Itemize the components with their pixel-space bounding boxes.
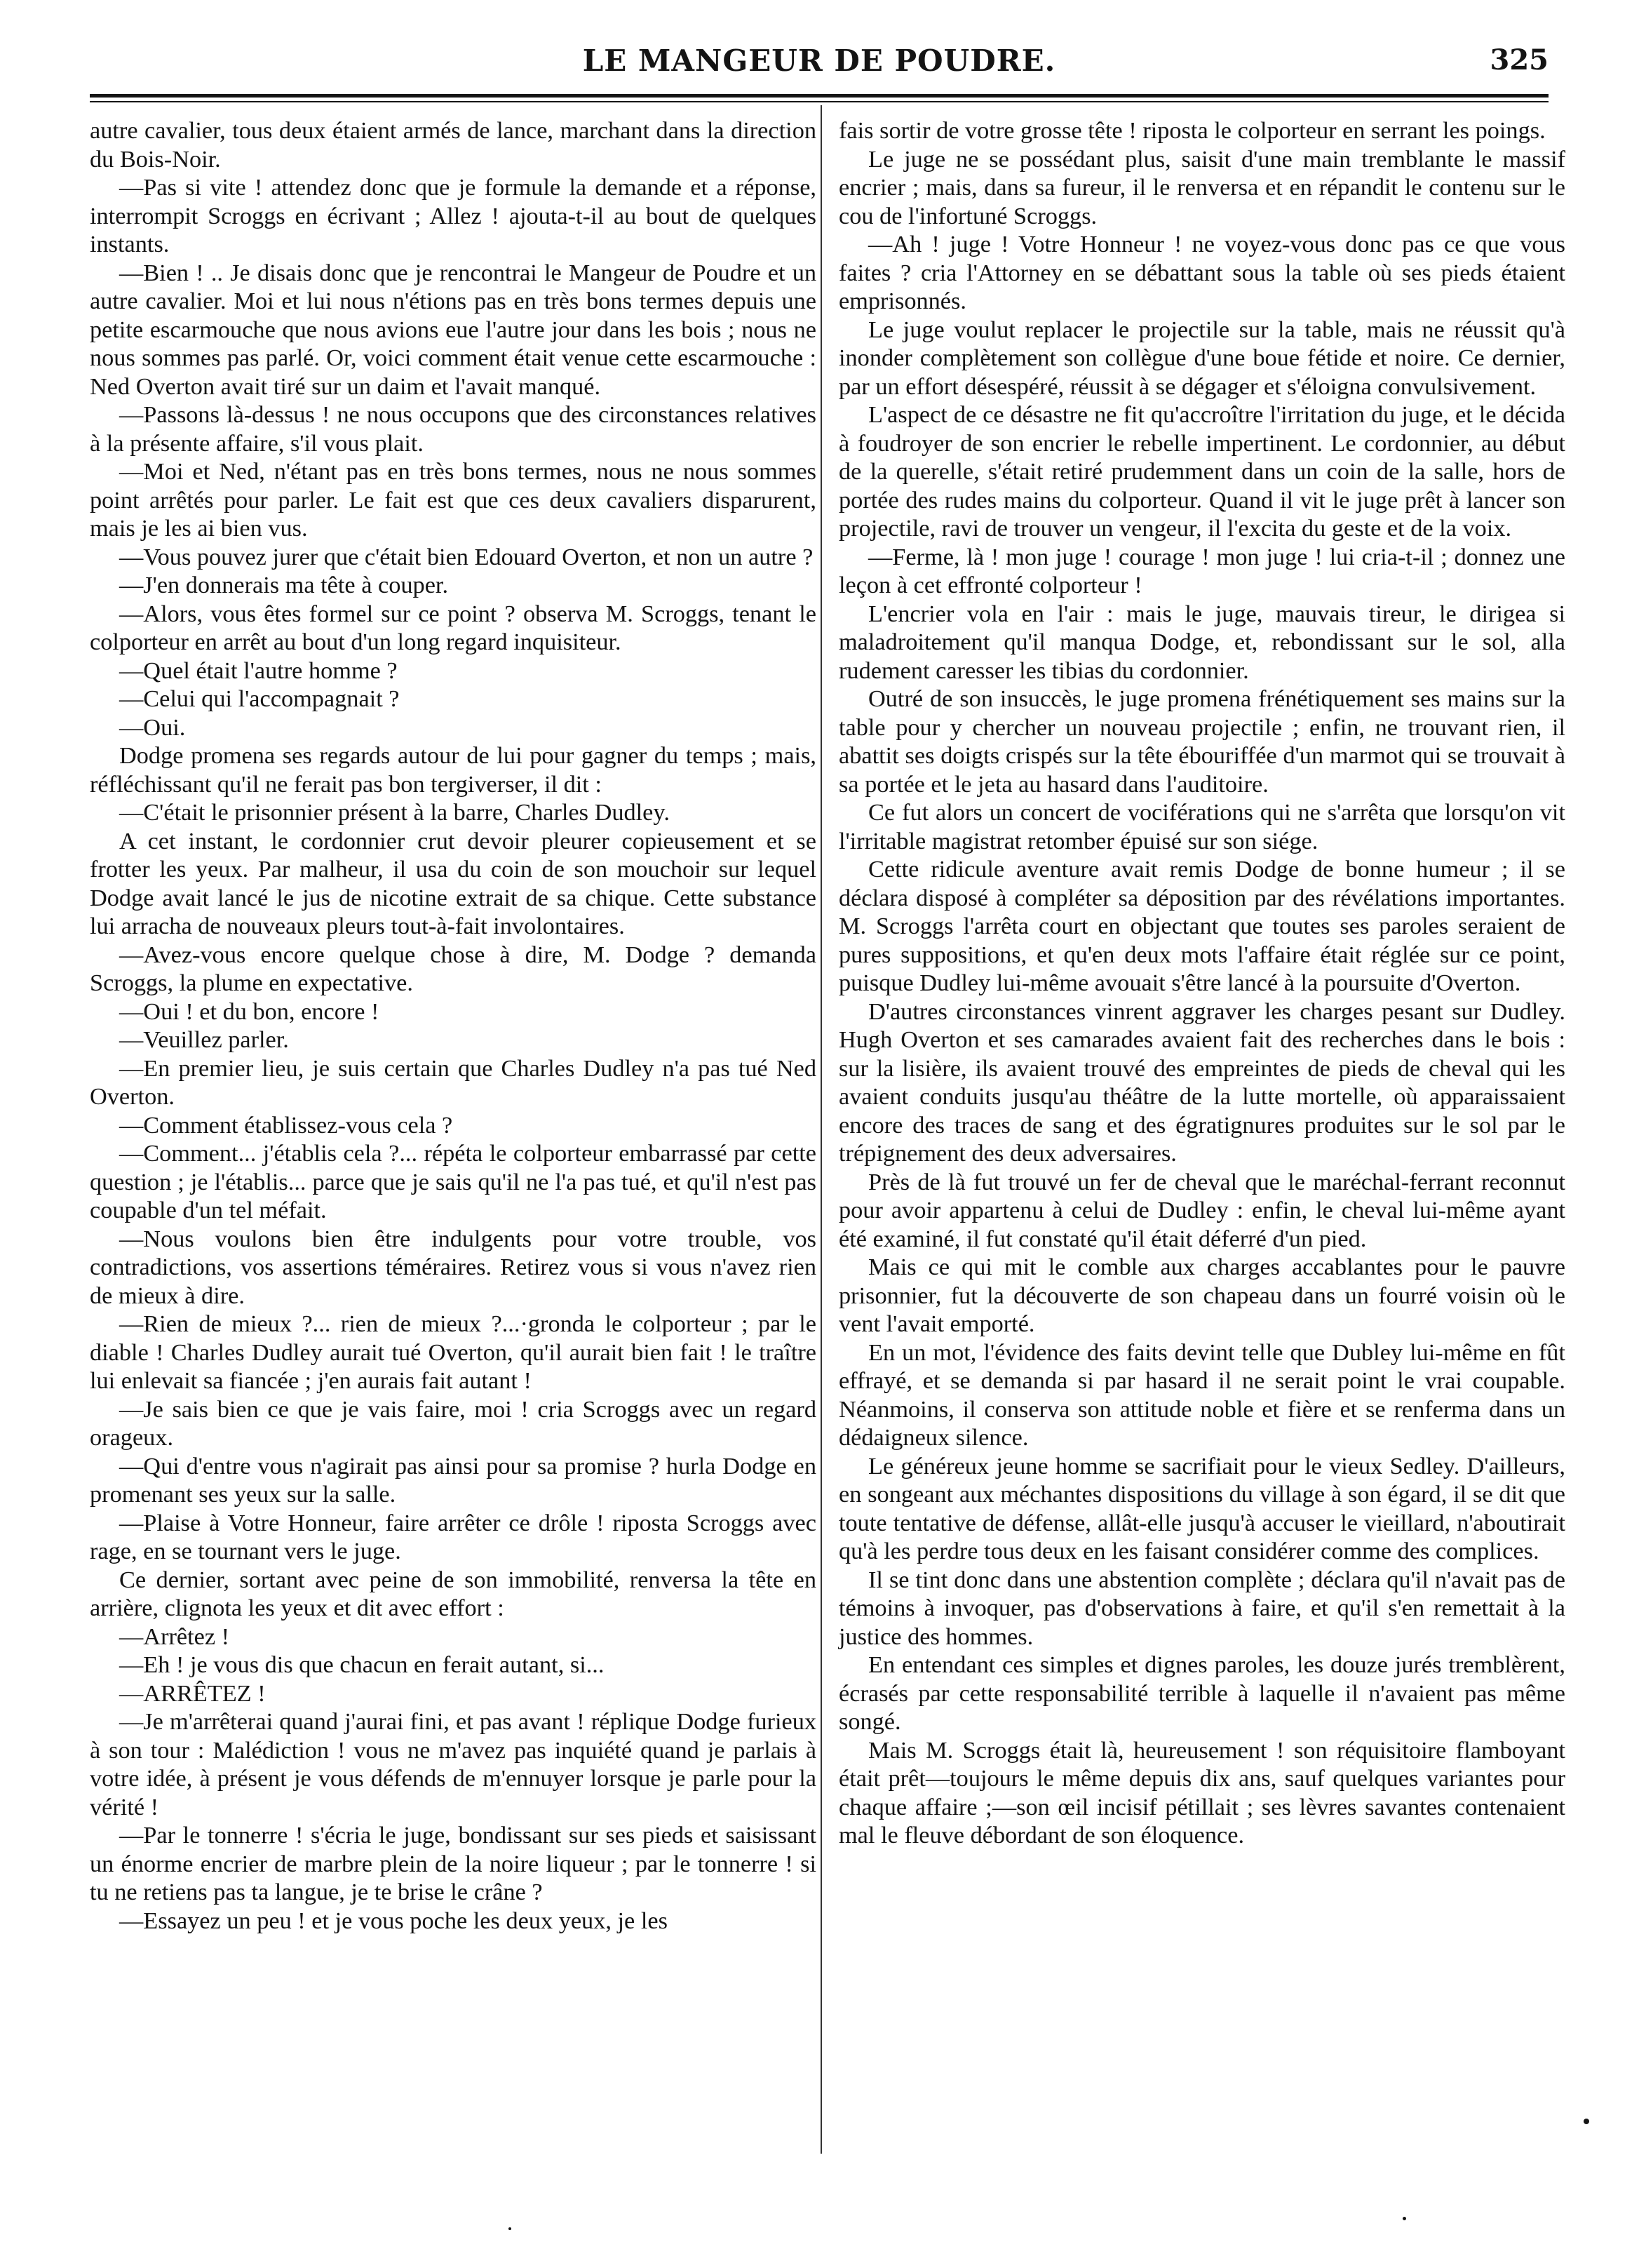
paragraph: En entendant ces simples et dignes paroles, les douze jurés tremblèrent, écrasés par cette responsabilité terrible à laquelle il n'avaient pas même songé. — [839, 1651, 1565, 1735]
paragraph: —Par le tonnerre ! s'écria le juge, bondissant sur ses pieds et saisissant un énorme encrier de marbre plein de la noire liqueur ; par le tonnerre ! si tu ne retiens pas ta langue, je te brise le crâne ? — [90, 1822, 816, 1905]
paragraph: —C'était le prisonnier présent à la barre, Charles Dudley. — [119, 799, 670, 826]
left-column — [90, 116, 816, 1935]
paragraph: Le généreux jeune homme se sacrifiait pour le vieux Sedley. D'ailleurs, en songeant aux méchantes dispositions du village à son égard, il se dit que toute tentative de défense, allât-elle jusqu'à accuser le vieillard, n'aboutirait qu'à les perdre tous deux en les faisant considérer comme des complices. — [839, 1452, 1565, 1564]
paragraph: —J'en donnerais ma tête à couper. — [119, 572, 449, 598]
paragraph: —Vous pouvez jurer que c'était bien Edouard Overton, et non un autre ? — [119, 543, 814, 570]
paragraph: Mais M. Scroggs était là, heureusement ! son réquisitoire flamboyant était prêt—toujours le même depuis dix ans, sauf quelques variantes pour chaque affaire ;—son œil incisif pétillait ; ses lèvres savantes contenaient mal le fleuve débordant de son éloquence. — [839, 1736, 1565, 1848]
paragraph: —Eh ! je vous dis que chacun en ferait autant, si... — [119, 1651, 605, 1678]
paragraph: —Moi et Ned, n'étant pas en très bons termes, nous ne nous sommes point arrêtés pour parler. Le fait est que ces deux cavaliers disparurent, mais je les ai bien vus. — [90, 458, 816, 542]
paragraph: —Bien ! .. Je disais donc que je rencontrai le Mangeur de Poudre et un autre cavalier. Moi et lui nous n'étions pas en très bons termes depuis une petite escarmouche que nous avions eue l'autre jour dans les bois ; nous ne nous sommes pas parlé. Or, voici comment était venue cette escarmouche : Ned Overton avait tiré sur un daim et l'avait manqué. — [90, 259, 816, 400]
header-rule-thick — [90, 94, 1549, 98]
paragraph: —Plaise à Votre Honneur, faire arrêter ce drôle ! riposta Scroggs avec rage, en se tournant vers le juge. — [90, 1509, 816, 1564]
paragraph: Le juge voulut replacer le projectile sur la table, mais ne réussit qu'à inonder complètement son collègue d'une boue fétide et noire. Ce dernier, par un effort désespéré, réussit à se dégager et s'éloigna convulsivement. — [839, 316, 1565, 400]
column-divider — [821, 105, 822, 2154]
paragraph: —Rien de mieux ?... rien de mieux ?...·gronda le colporteur ; par le diable ! Charles Dudley aurait tué Overton, qu'il aurait bien fait ! le traître lui enlevait sa fiancée ; j'en aurais fait autant ! — [90, 1310, 816, 1394]
page-header — [90, 43, 1549, 93]
paragraph: —Qui d'entre vous n'agirait pas ainsi pour sa promise ? hurla Dodge en promenant ses yeux sur la salle. — [90, 1452, 816, 1508]
page-number: 325 — [1490, 43, 1549, 76]
paragraph: —Quel était l'autre homme ? — [119, 657, 398, 684]
paragraph: —Je m'arrêterai quand j'aurai fini, et pas avant ! réplique Dodge furieux à son tour : Malédiction ! vous ne m'avez pas inquiété quand je parlais à votre idée, à présent je vous défends de m'ennuyer lorsque je parle pour la vérité ! — [90, 1708, 816, 1820]
paragraph: L'encrier vola en l'air : mais le juge, mauvais tireur, le dirigea si maladroitement qu'il manqua Dodge, et, rebondissant sur le sol, alla rudement caresser les tibias du cordonnier. — [839, 600, 1565, 684]
paragraph: —Avez-vous encore quelque chose à dire, M. Dodge ? demanda Scroggs, la plume en expectative. — [90, 941, 816, 996]
paragraph: —Comment établissez-vous cela ? — [119, 1111, 453, 1139]
paragraph: Il se tint donc dans une abstention complète ; déclara qu'il n'avait pas de témoins à invoquer, pas d'observations à faire, et qu'il s'en remettait à la justice des hommes. — [839, 1566, 1565, 1650]
paragraph: Près de là fut trouvé un fer de cheval que le maréchal-ferrant reconnut pour avoir appartenu à celui de Dudley : enfin, le cheval lui-même ayant été examiné, il fut constaté qu'il était déferré d'un pied. — [839, 1168, 1565, 1252]
paragraph: Cette ridicule aventure avait remis Dodge de bonne humeur ; il se déclara disposé à compléter sa déposition par des révélations importantes. M. Scroggs l'arrêta court en objectant que toutes ses paroles seraient de pures suppositions, et qu'en deux mots l'affaire était réglée sur ce point, puisque Dudley lui-même avouait s'être lancé à la poursuite d'Overton. — [839, 856, 1565, 996]
paragraph: En un mot, l'évidence des faits devint telle que Dubley lui-même en fût effrayé, et se demanda si par hasard il ne serait point le vrai coupable. Néanmoins, il conserva son attitude noble et fière et se renferma dans un dédaigneux silence. — [839, 1338, 1565, 1451]
paragraph: —En premier lieu, je suis certain que Charles Dudley n'a pas tué Ned Overton. — [90, 1054, 816, 1110]
paragraph: —Comment... j'établis cela ?... répéta le colporteur embarrassé par cette question ; je l'établis... parce que je sais qu'il ne l'a pas tué, et qu'il n'est pas coupable d'un tel méfait. — [90, 1140, 816, 1223]
paragraph: —Veuillez parler. — [119, 1026, 289, 1053]
running-title: LE MANGEUR DE POUDRE. — [582, 43, 1056, 78]
paragraph: Mais ce qui mit le comble aux charges accablantes pour le pauvre prisonnier, fut la découverte de son chapeau dans un fourré voisin où le vent l'avait emporté. — [839, 1254, 1565, 1337]
paragraph: D'autres circonstances vinrent aggraver les charges pesant sur Dudley. Hugh Overton et ses camarades avaient fait des recherches dans le bois : sur la lisière, ils avaient trouvé des empreintes de pieds de cheval qui les avaient conduits jusqu'au théâtre de la lutte mortelle, où apparaissaient encore des traces de sang et des égratignures produites sur le sol par le trépignement des deux adversaires. — [839, 998, 1565, 1167]
paragraph: Dodge promena ses regards autour de lui pour gagner du temps ; mais, réfléchissant qu'il ne ferait pas bon tergiverser, il dit : — [90, 742, 816, 798]
print-speck — [1403, 2217, 1406, 2220]
paragraph: —Celui qui l'accompagnait ? — [119, 685, 400, 712]
paragraph: —Ah ! juge ! Votre Honneur ! ne voyez-vous donc pas ce que vous faites ? cria l'Attorney en se débattant sous la table où ses pieds étaient emprisonnés. — [839, 231, 1565, 314]
paragraph: Ce dernier, sortant avec peine de son immobilité, renversa la tête en arrière, clignota les yeux et dit avec effort : — [90, 1566, 816, 1621]
paragraph: —Je sais bien ce que je vais faire, moi ! cria Scroggs avec un regard orageux. — [90, 1395, 816, 1451]
paragraph: Le juge ne se possédant plus, saisit d'une main tremblante le massif encrier ; mais, dans sa fureur, il le renversa et en répandit le contenu sur le cou de l'infortuné Scroggs. — [839, 145, 1565, 229]
header-rule-thin — [90, 101, 1549, 102]
paragraph: —Pas si vite ! attendez donc que je formule la demande et a réponse, interrompit Scroggs en écrivant ; Allez ! ajouta-t-il au bout de quelques instants. — [90, 174, 816, 257]
print-speck — [1584, 2119, 1589, 2124]
paragraph: —Alors, vous êtes formel sur ce point ? observa M. Scroggs, tenant le colporteur en arrêt au bout d'un long regard inquisiteur. — [90, 600, 816, 655]
paragraph: —Arrêtez ! — [119, 1623, 230, 1650]
paragraph: —Nous voulons bien être indulgents pour votre trouble, vos contradictions, vos assertions téméraires. Retirez vous si vous n'avez rien de mieux à dire. — [90, 1225, 816, 1309]
paragraph: Outré de son insuccès, le juge promena frénétiquement ses mains sur la table pour y chercher un nouveau projectile ; enfin, ne trouvant rien, il abattit ses doigts crispés sur la tête ébouriffée d'un marmot qui se trouvait à sa portée et le jeta au hasard dans l'auditoire. — [839, 685, 1565, 798]
right-column — [839, 116, 1565, 1850]
paragraph: Ce fut alors un concert de vociférations qui ne s'arrêta que lorsqu'on vit l'irritable magistrat retomber épuisé sur son siége. — [839, 799, 1565, 854]
paragraph: —ARRÊTEZ ! — [119, 1679, 266, 1707]
paragraph: —Oui ! et du bon, encore ! — [119, 998, 379, 1025]
print-speck — [508, 2227, 511, 2230]
paragraph: —Passons là-dessus ! ne nous occupons que des circonstances relatives à la présente affaire, s'il vous plait. — [90, 401, 816, 457]
paragraph: L'aspect de ce désastre ne fit qu'accroître l'irritation du juge, et le décida à foudroyer de son encrier le rebelle impertinent. Le cordonnier, au début de la querelle, s'était retiré prudemment dans un coin de la salle, hors de portée des rudes mains du colporteur. Quand il vit le juge prêt à lancer son projectile, ravi de trouver un vengeur, il l'excita du geste et de la voix. — [839, 401, 1565, 542]
paragraph: —Essayez un peu ! et je vous poche les deux yeux, je les — [119, 1907, 668, 1934]
paragraph: —Ferme, là ! mon juge ! courage ! mon juge ! lui cria-t-il ; donnez une leçon à cet effronté colporteur ! — [839, 543, 1565, 598]
paragraph: A cet instant, le cordonnier crut devoir pleurer copieusement et se frotter les yeux. Par malheur, il usa du coin de son mouchoir sur lequel Dodge avait lancé le jus de nicotine extrait de sa chique. Cette substance lui arracha de nouveaux pleurs tout-à-fait involontaires. — [90, 827, 816, 939]
paragraph: —Oui. — [119, 713, 186, 741]
paragraph: autre cavalier, tous deux étaient armés de lance, marchant dans la direction du Bois-Noir. — [90, 117, 816, 173]
paragraph: fais sortir de votre grosse tête ! riposta le colporteur en serrant les poings. — [839, 117, 1546, 144]
